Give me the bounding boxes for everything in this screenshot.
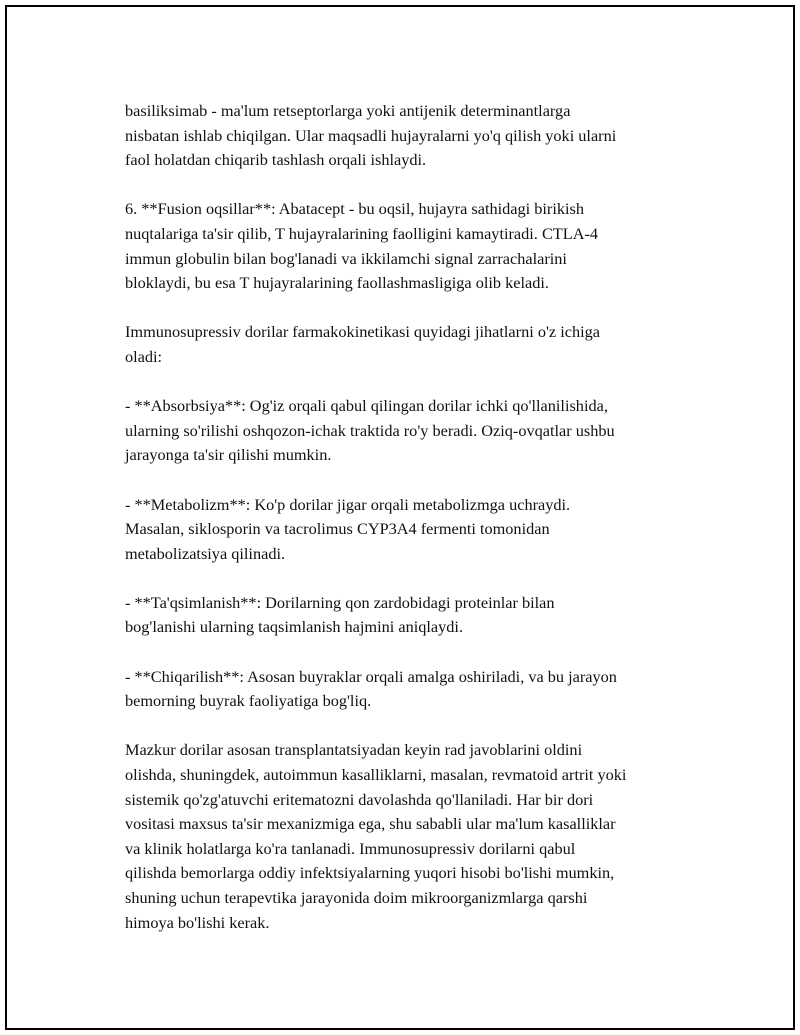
text-line: olishda, shuningdek, autoimmun kasalliklarni, masalan, revmatoid artrit yoki: [125, 765, 627, 785]
paragraph-absorption: [125, 394, 705, 468]
text-line: jarayonga ta'sir qilishi mumkin.: [125, 445, 332, 465]
text-line: basiliksimab - ma'lum retseptorlarga yoki antijenik determinantlarga: [125, 101, 571, 120]
text-line: va klinik holatlarga ko'ra tanlanadi. Immunosupressiv dorilarni qabul: [125, 838, 576, 858]
paragraph-metabolism: [125, 493, 705, 567]
paragraph-antibodies-continued: [125, 99, 705, 173]
text-line: bloklaydi, bu esa T hujayralarining faollashmasligiga olib keladi.: [125, 273, 549, 293]
text-line: Mazkur dorilar asosan transplantatsiyadan keyin rad javoblarini oldini: [125, 740, 583, 760]
text-line: qilishda bemorlarga oddiy infektsiyalarning yuqori hisobi bo'lishi mumkin,: [125, 863, 615, 883]
text-line: immun globulin bilan bog'lanadi va ikkilamchi signal zarrachalarini: [125, 248, 567, 268]
text-line: faol holatdan chiqarib tashlash orqali ishlaydi.: [125, 150, 427, 170]
text-line: - **Ta'qsimlanish**: Dorilarning qon zardobidagi proteinlar bilan: [125, 592, 555, 612]
text-line: sistemik qo'zg'atuvchi eritematozni davolashda qo'llaniladi. Har bir dori: [125, 789, 594, 809]
paragraph-fusion-proteins: [125, 197, 705, 295]
text-line: Masalan, siklosporin va tacrolimus CYP3A4 fermenti tomonidan: [125, 519, 550, 539]
paragraph-pharmacokinetics-intro: [125, 320, 705, 369]
text-line: 6. **Fusion oqsillar**: Abatacept - bu oqsil, hujayra sathidagi birikish: [125, 199, 584, 219]
page-frame: [5, 5, 795, 1030]
text-line: himoya bo'lishi kerak.: [125, 912, 270, 932]
text-line: - **Chiqarilish**: Asosan buyraklar orqali amalga oshiriladi, va bu jarayon: [125, 666, 617, 686]
text-line: oladi:: [125, 346, 163, 366]
paragraph-distribution: [125, 591, 705, 640]
text-line: metabolizatsiya qilinadi.: [125, 543, 286, 563]
text-line: - **Absorbsiya**: Og'iz orqali qabul qilingan dorilar ichki qo'llanilishida,: [125, 396, 608, 416]
text-line: bog'lanishi ularning taqsimlanish hajmini aniqlaydi.: [125, 617, 464, 637]
paragraph-excretion: [125, 665, 705, 714]
text-line: - **Metabolizm**: Ko'p dorilar jigar orqali metabolizmga uchraydi.: [125, 494, 571, 514]
document-body: [125, 99, 705, 935]
paragraph-conclusion: [125, 738, 705, 935]
text-line: shuning uchun terapevtika jarayonida doim mikroorganizmlarga qarshi: [125, 888, 588, 907]
text-line: Immunosupressiv dorilar farmakokinetikasi quyidagi jihatlarni o'z ichiga: [125, 322, 600, 342]
text-line: nuqtalariga ta'sir qilib, T hujayralarining faolligini kamaytiradi. CTLA-4: [125, 223, 599, 243]
text-line: nisbatan ishlab chiqilgan. Ular maqsadli hujayralarni yo'q qilish yoki ularni: [125, 125, 617, 145]
text-line: ularning so'rilishi oshqozon-ichak traktida ro'y beradi. Oziq-ovqatlar ushbu: [125, 420, 615, 440]
text-line: bemorning buyrak faoliyatiga bog'liq.: [125, 691, 372, 711]
text-line: vositasi maxsus ta'sir mexanizmiga ega, shu sababli ular ma'lum kasalliklar: [125, 814, 616, 834]
